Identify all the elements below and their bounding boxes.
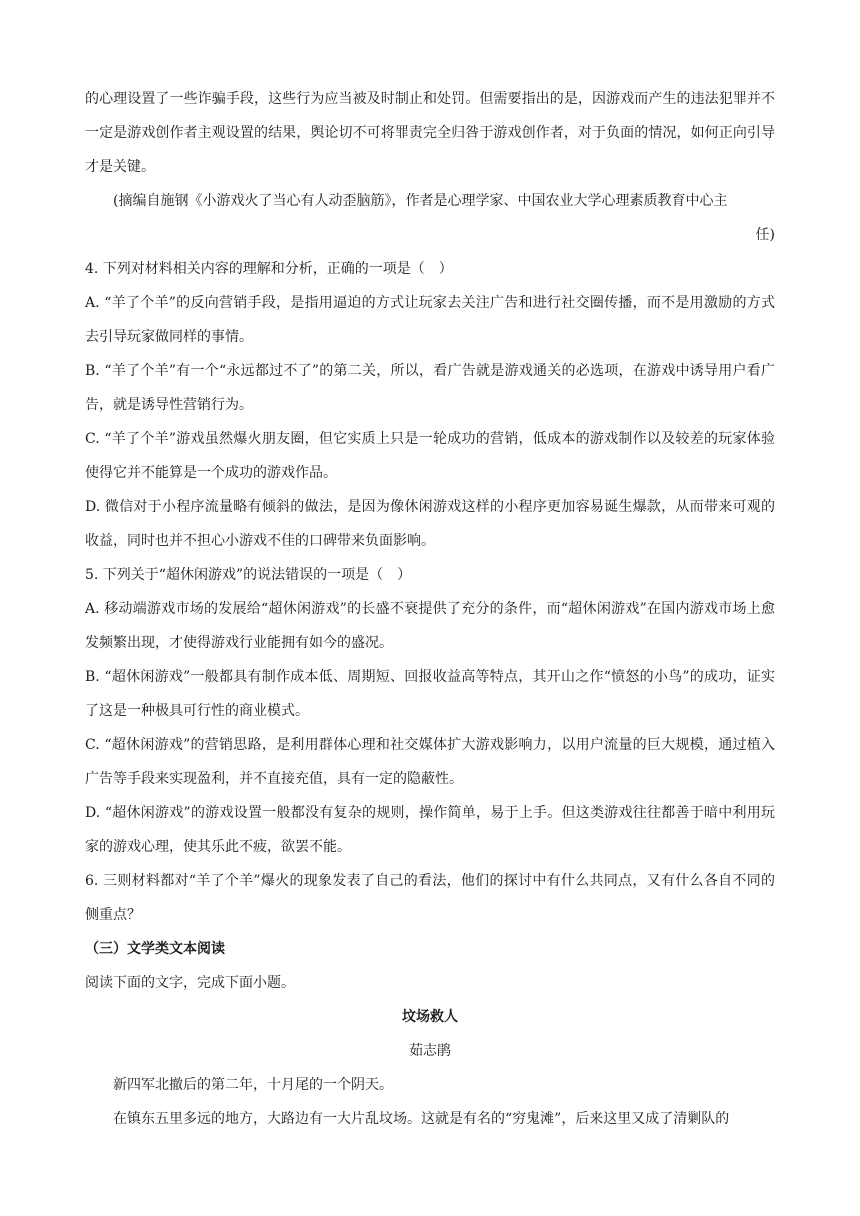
question-5-option-a: A. 移动端游戏市场的发展给“超休闲游戏”的长盛不衰提供了充分的条件，而“超休闲游戏”在国内游戏市场上愈发频繁出现，才使得游戏行业能拥有如今的盛况。: [85, 601, 775, 651]
section-instruction: 阅读下面的文字，完成下面小题。: [85, 975, 295, 991]
story-title: 坟场救人: [402, 1009, 458, 1025]
question-4-option-d: D. 微信对于小程序流量略有倾斜的做法，是因为像休闲游戏这样的小程序更加容易诞生爆款，从而带来可观的收益，同时也并不担心小游戏不佳的口碑带来负面影响。: [85, 499, 775, 549]
question-4-option-b: B. “羊了个羊”有一个“永远都过不了”的第二关，所以，看广告就是游戏通关的必选项，在游戏中诱导用户看广告，就是诱导性营销行为。: [85, 363, 775, 413]
intro-paragraph: 的心理设置了一些诈骗手段，这些行为应当被及时制止和处罚。但需要指出的是，因游戏而产生的违法犯罪并不一定是游戏创作者主观设置的结果，舆论切不可将罪责完全归咎于游戏创作者，对于负面的情况，如何正向引导才是关键。: [85, 91, 775, 175]
question-5-option-b: B. “超休闲游戏”一般都具有制作成本低、周期短、回报收益高等特点，其开山之作“愤怒的小鸟”的成功，证实了这是一种极具可行性的商业模式。: [85, 669, 775, 719]
question-5-option-c: C. “超休闲游戏”的营销思路，是利用群体心理和社交媒体扩大游戏影响力，以用户流量的巨大规模，通过植入广告等手段来实现盈利，并不直接充值，具有一定的隐蔽性。: [85, 737, 775, 787]
question-6-stem: 6. 三则材料都对“羊了个羊”爆火的现象发表了自己的看法，他们的探讨中有什么共同点，又有什么各自不同的侧重点？: [85, 873, 775, 923]
question-5-option-d: D. “超休闲游戏”的游戏设置一般都没有复杂的规则，操作简单，易于上手。但这类游戏往往都善于暗中利用玩家的游戏心理，使其乐此不疲，欲罢不能。: [85, 805, 775, 855]
question-4-option-c: C. “羊了个羊”游戏虽然爆火朋友圈，但它实质上只是一轮成功的营销，低成本的游戏制作以及较差的玩家体验使得它并不能算是一个成功的游戏作品。: [85, 431, 775, 481]
question-5-stem: 5. 下列关于“超休闲游戏”的说法错误的一项是（ ）: [85, 567, 412, 583]
section-heading: （三）文学类文本阅读: [85, 941, 225, 957]
source-note: (摘编自施钢《小游戏火了当心有人动歪脑筋》，作者是心理学家、中国农业大学心理素质教育中心主: [113, 193, 728, 209]
source-note-end: 任): [755, 227, 775, 243]
question-4-option-a: A. “羊了个羊”的反向营销手段，是指用逼迫的方式让玩家去关注广告和进行社交圈传播，而不是用激励的方式去引导玩家做同样的事情。: [85, 295, 775, 345]
story-paragraph-1: 新四军北撤后的第二年，十月尾的一个阴天。: [113, 1077, 393, 1093]
story-author: 茹志鹃: [409, 1043, 451, 1059]
question-4-stem: 4. 下列对材料相关内容的理解和分析，正确的一项是（ ）: [85, 261, 453, 277]
story-paragraph-2: 在镇东五里多远的地方，大路边有一大片乱坟场。这就是有名的“穷鬼滩”，后来这里又成了清剿队的: [113, 1111, 730, 1127]
